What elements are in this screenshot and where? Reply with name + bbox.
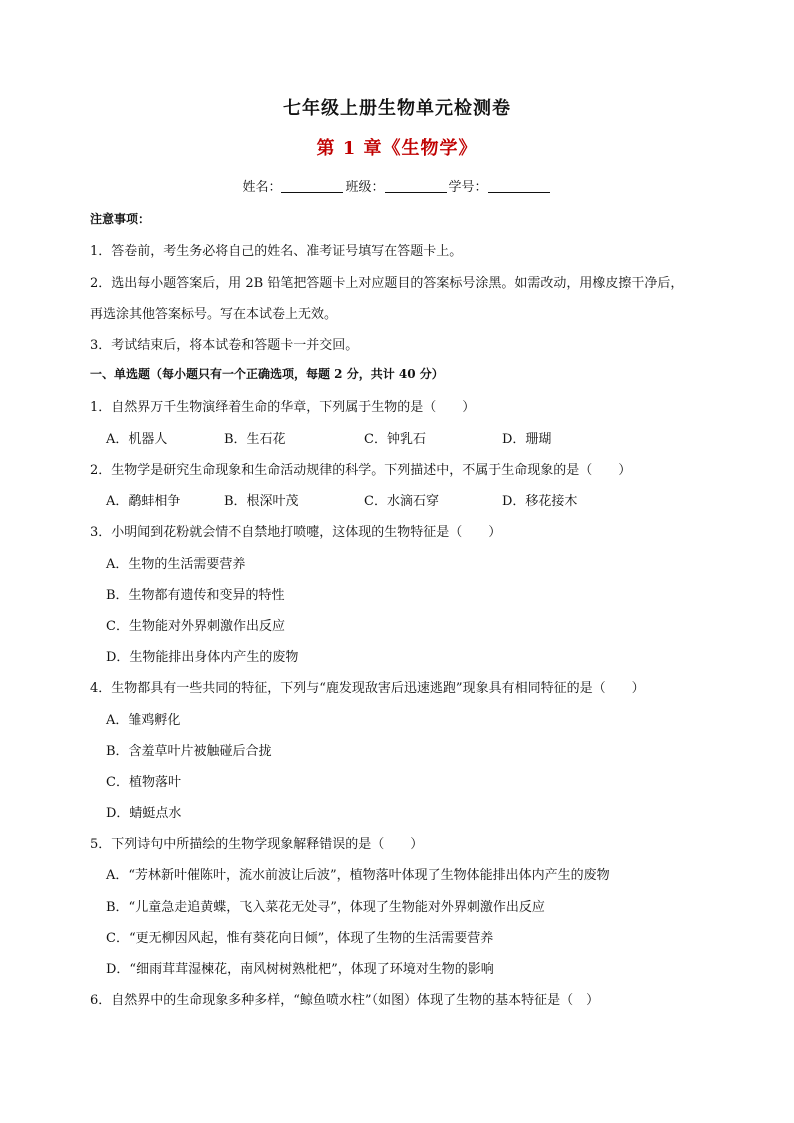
question-stem: 3．小明闻到花粉就会情不自禁地打喷嚏，这体现的生物特征是（ ） [90,525,502,540]
notice-item: 再选涂其他答案标号。写在本试卷上无效。 [90,307,338,322]
exam-title: 七年级上册生物单元检测卷 [283,98,511,119]
name-label: 姓名： [242,180,282,195]
option-c[interactable]: C．水滴石穿 [364,494,439,509]
option-a[interactable]: A．机器人 [106,432,168,447]
option-b[interactable]: B．生石花 [224,432,286,447]
option-b[interactable]: B．根深叶茂 [224,494,299,509]
chapter-subtitle: 第 1 章《生物学》 [316,138,478,159]
option-a[interactable]: A．生物的生活需要营养 [106,557,246,572]
option-b[interactable]: B．含羞草叶片被触碰后合拢 [106,744,272,759]
section-heading: 一、单选题（每小题只有一个正确选项，每题 2 分，共计 40 分） [90,367,444,381]
option-c[interactable]: C．生物能对外界刺激作出反应 [106,619,285,634]
question-stem: 1．自然界万千生物演绎着生命的华章，下列属于生物的是（ ） [90,400,476,415]
option-d[interactable]: D．珊瑚 [502,432,552,447]
class-label: 班级： [345,180,385,195]
notice-item: 2．选出每小题答案后，用 2B 铅笔把答题卡上对应题目的答案标号涂黑。如需改动，用橡皮擦干净后， [90,276,684,291]
option-c[interactable]: C．“更无柳因风起，惟有葵花向日倾”，体现了生物的生活需要营养 [106,931,494,946]
id-blank[interactable] [488,178,550,193]
option-b[interactable]: B．生物都有遗传和变异的特性 [106,588,285,603]
class-blank[interactable] [385,178,447,193]
notice-item: 1．答卷前，考生务必将自己的姓名、准考证号填写在答题卡上。 [90,244,463,259]
option-a[interactable]: A．雏鸡孵化 [106,713,181,728]
option-d[interactable]: D．“细雨茸茸湿楝花，南风树树熟枇杷”，体现了环境对生物的影响 [106,962,494,977]
question-stem: 4．生物都具有一些共同的特征，下列与“鹿发现敌害后迅速逃跑”现象具有相同特征的是（ ） [90,681,645,696]
option-d[interactable]: D．生物能排出身体内产生的废物 [106,650,299,665]
id-label: 学号： [448,180,488,195]
option-c[interactable]: C．钟乳石 [364,432,426,447]
question-stem: 2．生物学是研究生命现象和生命活动规律的科学。下列描述中，不属于生命现象的是（ ） [90,463,632,478]
option-d[interactable]: D．蜻蜓点水 [106,806,182,821]
notice-heading: 注意事项： [90,212,151,226]
option-d[interactable]: D．移花接木 [502,494,578,509]
question-stem: 5．下列诗句中所描绘的生物学现象解释错误的是（ ） [90,837,424,852]
option-c[interactable]: C．植物落叶 [106,775,181,790]
option-a[interactable]: A．鹬蚌相争 [106,494,181,509]
student-info-line [0,176,794,195]
question-stem: 6．自然界中的生命现象多种多样，“鲸鱼喷水柱”（如图）体现了生物的基本特征是（ ） [90,993,600,1008]
name-blank[interactable] [281,178,343,193]
option-b[interactable]: B．“儿童急走追黄蝶，飞入菜花无处寻”，体现了生物能对外界刺激作出反应 [106,900,545,915]
notice-item: 3．考试结束后，将本试卷和答题卡一并交回。 [90,338,359,353]
option-a[interactable]: A．“芳林新叶催陈叶，流水前波让后波”，植物落叶体现了生物体能排出体内产生的废物 [106,868,610,883]
